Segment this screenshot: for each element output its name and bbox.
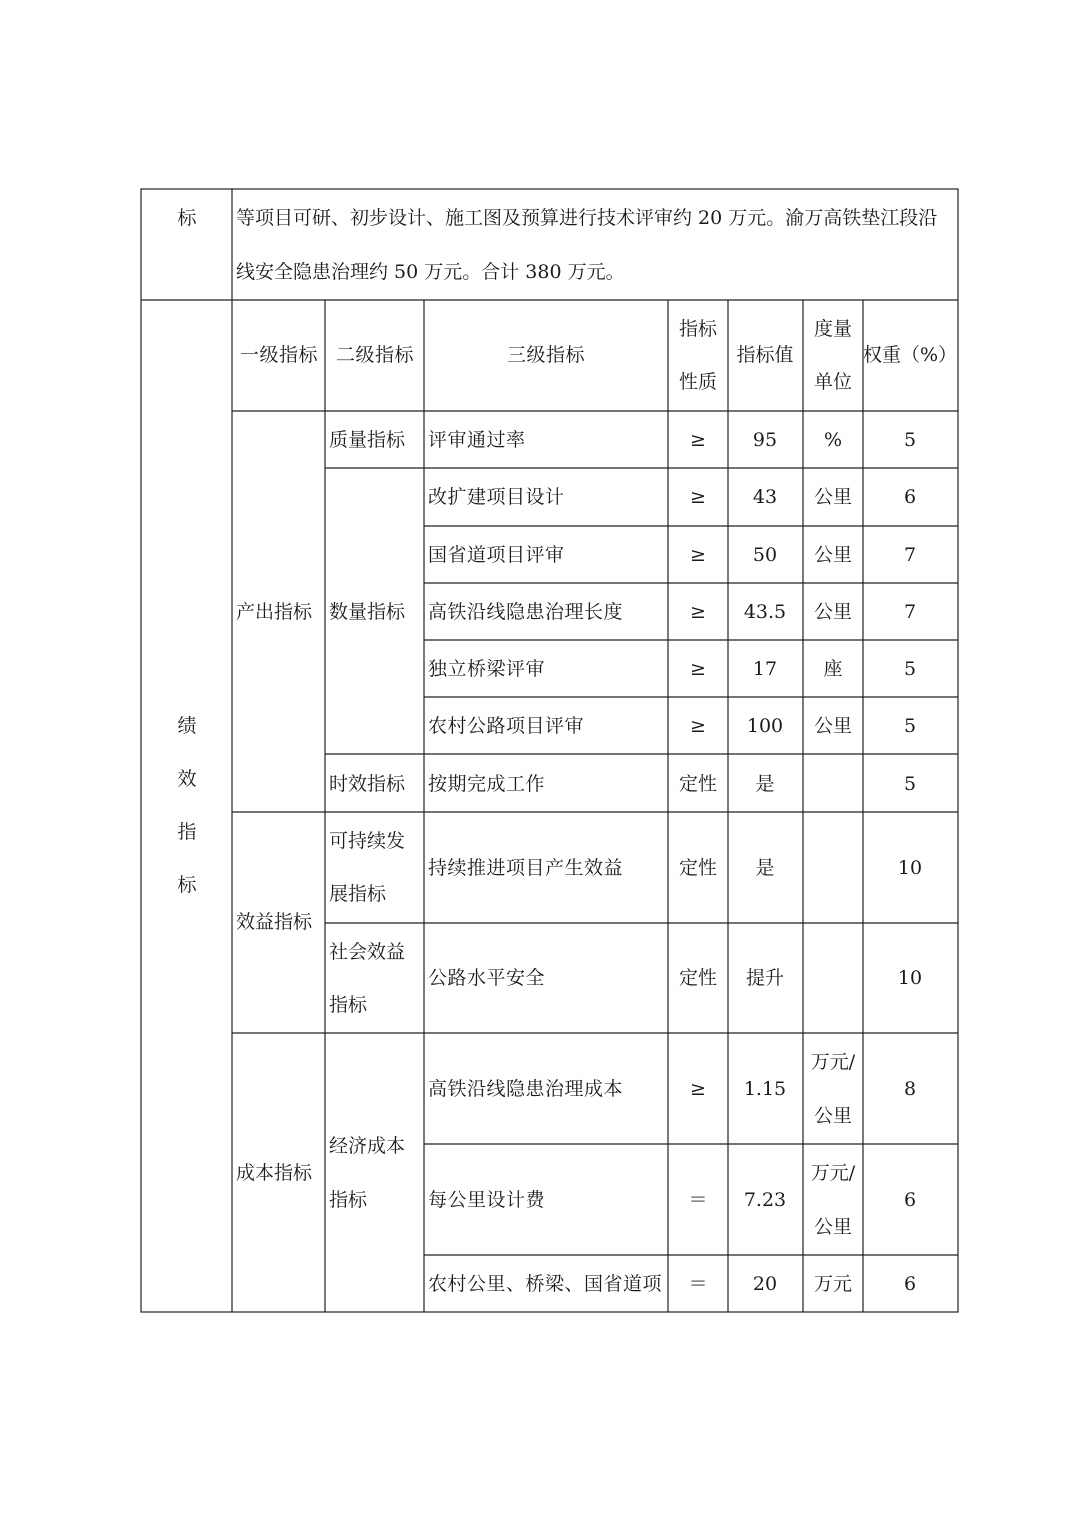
header-nature-line1: 指标: [678, 318, 718, 340]
row-name: 公路水平安全: [428, 967, 546, 989]
level2-sustain-line2: 展指标: [329, 883, 387, 905]
level2-econ-line2: 指标: [329, 1189, 368, 1211]
top-row-label: 标: [177, 207, 197, 229]
row-weight: 5: [903, 715, 917, 737]
level2-social-line1: 社会效益: [329, 941, 406, 963]
row-nature: ≥: [690, 715, 706, 737]
row-nature: ≥: [690, 486, 706, 508]
section-label-char: 标: [177, 874, 197, 896]
level2-econ-line1: 经济成本: [329, 1135, 406, 1157]
section-label-char: 效: [177, 768, 197, 790]
row-value: 95: [752, 429, 778, 451]
row-unit: 公里: [813, 544, 853, 566]
row-nature: ＝: [688, 1273, 708, 1295]
row-value: 43: [752, 486, 778, 508]
row-name: 高铁沿线隐患治理成本: [428, 1078, 624, 1100]
row-name: 按期完成工作: [428, 773, 546, 795]
row-unit-line2: 公里: [813, 1105, 853, 1127]
row-weight: 5: [903, 658, 917, 680]
row-nature: 定性: [678, 967, 718, 989]
row-weight: 7: [903, 544, 917, 566]
row-weight: 7: [903, 601, 917, 623]
row-unit: %: [823, 429, 843, 451]
top-row-text-line2: 线安全隐患治理约 50 万元。合计 380 万元。: [236, 261, 625, 283]
row-nature: 定性: [678, 773, 718, 795]
level2-quantity: 数量指标: [329, 601, 406, 623]
row-unit: 万元: [813, 1273, 853, 1295]
row-name: 国省道项目评审: [428, 544, 565, 566]
top-row-text-line1: 等项目可研、初步设计、施工图及预算进行技术评审约 20 万元。渝万高铁垫江段沿: [236, 207, 938, 229]
header-level1: 一级指标: [239, 344, 319, 366]
header-value: 指标值: [736, 344, 794, 366]
row-unit-line1: 万元/: [810, 1162, 856, 1184]
row-weight: 6: [903, 1189, 917, 1211]
row-value: 20: [752, 1273, 778, 1295]
row-nature: ≥: [690, 544, 706, 566]
level1-cost: 成本指标: [236, 1162, 313, 1184]
level2-sustain-line1: 可持续发: [329, 830, 406, 852]
row-value: 7.23: [743, 1189, 787, 1211]
row-name: 农村公路项目评审: [428, 715, 585, 737]
header-unit-line1: 度量: [813, 318, 853, 340]
row-value: 是: [755, 773, 775, 795]
row-unit: 公里: [813, 486, 853, 508]
level1-output: 产出指标: [236, 601, 313, 623]
row-value: 是: [755, 857, 775, 879]
row-unit-line2: 公里: [813, 1216, 853, 1238]
section-label-char: 绩: [177, 715, 197, 737]
row-name: 农村公里、桥梁、国省道项: [428, 1273, 663, 1295]
row-weight: 10: [897, 857, 923, 879]
row-name: 改扩建项目设计: [428, 486, 565, 508]
row-unit-line1: 万元/: [810, 1051, 856, 1073]
header-weight: 权重（%）: [862, 344, 958, 366]
row-name: 每公里设计费: [428, 1189, 546, 1211]
row-nature: 定性: [678, 857, 718, 879]
row-unit: 座: [823, 658, 843, 680]
section-label-performance-indicators: [175, 714, 199, 926]
row-nature: ≥: [690, 1078, 706, 1100]
header-level2: 二级指标: [335, 344, 415, 366]
row-value: 100: [746, 715, 784, 737]
header-nature-line2: 性质: [678, 371, 718, 393]
row-unit: 公里: [813, 601, 853, 623]
row-name: 持续推进项目产生效益: [428, 857, 624, 879]
row-weight: 8: [903, 1078, 917, 1100]
row-value: 1.15: [743, 1078, 787, 1100]
level2-social-line2: 指标: [329, 994, 368, 1016]
row-value: 50: [752, 544, 778, 566]
row-nature: ≥: [690, 658, 706, 680]
row-nature: ≥: [690, 601, 706, 623]
row-unit: 公里: [813, 715, 853, 737]
row-value: 43.5: [743, 601, 787, 623]
row-nature: ＝: [688, 1189, 708, 1211]
row-name: 独立桥梁评审: [428, 658, 546, 680]
row-value: 17: [752, 658, 778, 680]
level1-benefit: 效益指标: [236, 911, 313, 933]
row-weight: 6: [903, 1273, 917, 1295]
row-value: 提升: [745, 967, 785, 989]
row-nature: ≥: [690, 429, 706, 451]
row-weight: 5: [903, 773, 917, 795]
header-unit-line2: 单位: [813, 371, 853, 393]
row-name: 高铁沿线隐患治理长度: [428, 601, 624, 623]
section-label-char: 指: [177, 821, 197, 843]
level2-quality: 质量指标: [329, 429, 406, 451]
level2-timeliness: 时效指标: [329, 773, 406, 795]
row-weight: 6: [903, 486, 917, 508]
row-name: 评审通过率: [428, 429, 526, 451]
row-weight: 10: [897, 967, 923, 989]
row-weight: 5: [903, 429, 917, 451]
header-level3: 三级指标: [506, 344, 586, 366]
